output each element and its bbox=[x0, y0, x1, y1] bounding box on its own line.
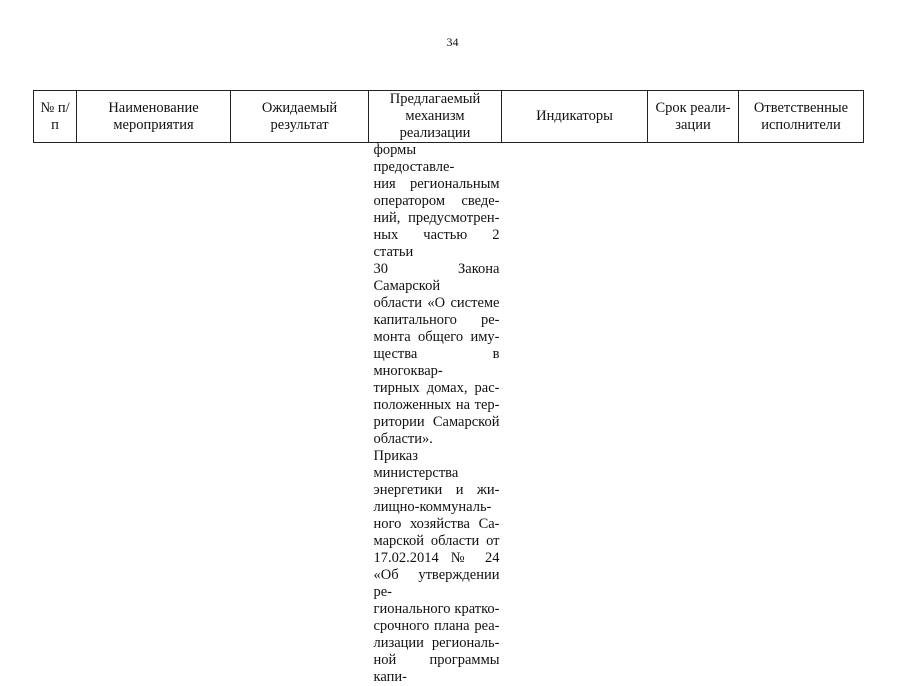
mechanism-line: положенных на тер- bbox=[374, 397, 500, 414]
cell-expected-result bbox=[231, 143, 369, 686]
header-number: № п/п bbox=[34, 91, 77, 143]
cell-number bbox=[34, 143, 77, 686]
header-event-name: Наименование мероприятия bbox=[77, 91, 231, 143]
mechanism-line: формы предоставле- bbox=[374, 142, 500, 176]
mechanism-line: ний, предусмотрен- bbox=[374, 210, 500, 227]
header-row bbox=[34, 91, 864, 143]
mechanism-paragraph bbox=[374, 448, 500, 686]
header-indicators: Индикаторы bbox=[502, 91, 648, 143]
mechanism-line: оператором сведе- bbox=[374, 193, 500, 210]
cell-mechanism bbox=[369, 143, 502, 686]
mechanism-line: ритории Самарской bbox=[374, 414, 500, 431]
mechanism-line: лищно-коммуналь- bbox=[374, 499, 500, 516]
mechanism-line: щества в многоквар- bbox=[374, 346, 500, 380]
mechanism-line: срочного плана реа- bbox=[374, 618, 500, 635]
mechanism-line: ния региональным bbox=[374, 176, 500, 193]
mechanism-line: гионального кратко- bbox=[374, 601, 500, 618]
table-row bbox=[34, 143, 864, 686]
mechanism-line: ных частью 2 статьи bbox=[374, 227, 500, 261]
mechanism-line: области». bbox=[374, 431, 500, 448]
mechanism-line: области «О системе bbox=[374, 295, 500, 312]
mechanism-text bbox=[369, 142, 502, 686]
plan-table bbox=[33, 90, 864, 686]
header-expected-result: Ожидаемый результат bbox=[231, 91, 369, 143]
cell-indicators bbox=[502, 143, 648, 686]
mechanism-line: «Об утверждении ре- bbox=[374, 567, 500, 601]
mechanism-line: капитального ре- bbox=[374, 312, 500, 329]
page-number: 34 bbox=[0, 35, 905, 50]
header-responsible: Ответственные исполнители bbox=[739, 91, 864, 143]
mechanism-line: энергетики и жи- bbox=[374, 482, 500, 499]
mechanism-line: 17.02.2014 № 24 bbox=[374, 550, 500, 567]
cell-deadline bbox=[648, 143, 739, 686]
mechanism-line: лизации региональ- bbox=[374, 635, 500, 652]
header-deadline: Срок реали-зации bbox=[648, 91, 739, 143]
cell-event-name bbox=[77, 143, 231, 686]
cell-responsible bbox=[739, 143, 864, 686]
mechanism-paragraph bbox=[374, 142, 500, 448]
mechanism-line: Приказ министерства bbox=[374, 448, 500, 482]
mechanism-line: марской области от bbox=[374, 533, 500, 550]
header-mechanism: Предлагаемый механизм реализации bbox=[369, 91, 502, 143]
mechanism-line: ного хозяйства Са- bbox=[374, 516, 500, 533]
mechanism-line: 30 Закона Самарской bbox=[374, 261, 500, 295]
mechanism-line: монта общего иму- bbox=[374, 329, 500, 346]
mechanism-line: тирных домах, рас- bbox=[374, 380, 500, 397]
mechanism-line: ной программы капи- bbox=[374, 652, 500, 686]
